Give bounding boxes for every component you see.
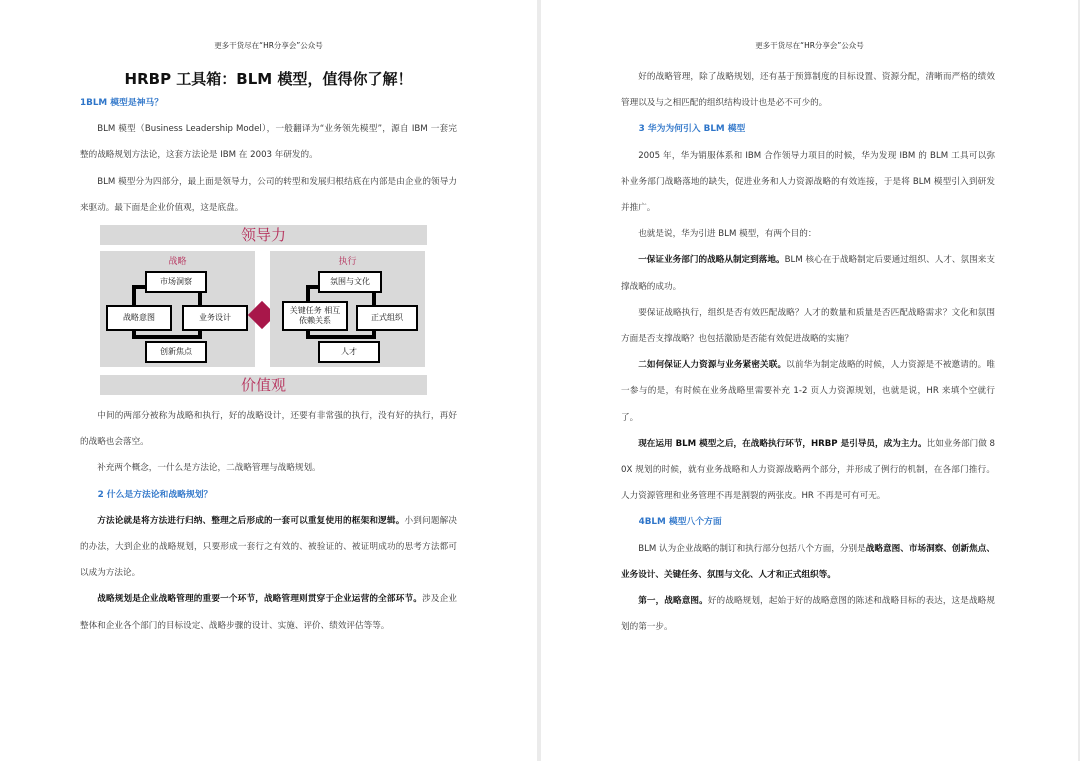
strategy-label: 战略 [168,257,187,268]
values-band: 价值观 [100,375,427,395]
paragraph: 要保证战略执行，组织是否有效匹配战略？人才的数量和质量是否匹配战略需求？文化和氛围方面是否支撑战略？也包括激励是否能有效促进战略的实施？ [621,307,995,345]
paragraph: 2005 年，华为销服体系和 IBM 合作领导力项目的时候，华为发现 IBM 的 BLM 工具可以弥补业务部门战略落地的缺失，促进业务和人力资源战略的有效连接，于是将 BLM 模型引入到研发并推广。 [621,150,995,214]
paragraph [621,247,995,299]
paragraph-text: 好的战略规划，起始于好的战略意图的陈述和战略目标的表达，这是战略规划的第一步。 [621,596,995,633]
bold-text: 方法论就是将方法进行归纳、整理之后形成的一套可以重复使用的框架和逻辑。 [97,515,405,526]
document-page-right [541,0,1078,761]
blm-model-diagram [100,225,427,395]
paragraph [621,431,995,510]
culture-box: 氛围与文化 [318,271,382,293]
paragraph: 好的战略管理，除了战略规划，还有基于预算制度的目标设置、资源分配，清晰而严格的绩效管理以及与之相匹配的组织结构设计也是必不可少的。 [621,72,995,109]
paragraph [621,352,995,431]
paragraph: 也就是说，华为引进 BLM 模型，有两个目的： [638,229,817,240]
bold-text: 第一，战略意图。 [638,596,708,607]
paragraph-text: BLM 认为企业战略的制订和执行部分包括八个方面，分别是 [638,543,866,554]
running-header: 更多干货尽在“HR分享会”公众号 [755,41,864,50]
section-heading-2: 2 什么是方法论和战略规划？ [97,489,213,500]
critical-tasks-box: 关键任务 相互依赖关系 [282,301,348,331]
bold-text: 现在运用 BLM 模型之后，在战略执行环节，HRBP 是引导员，成为主力。 [638,438,927,449]
paragraph [80,586,457,638]
paragraph-text: 小到问题解决的办法，大到企业的战略规划，只要形成一套行之有效的、被验证的、被证明成功的思考方法都可以成为方法论。 [80,515,457,579]
running-header: 更多干货尽在“HR分享会”公众号 [214,41,323,50]
paragraph-text: 涉及企业整体和企业各个部门的目标设定、战略步骤的设计、实施、评价、绩效评估等等。 [80,594,457,631]
paragraph: 中间的两部分被称为战略和执行，好的战略设计，还要有非常强的执行，没有好的执行，再好的战略也会落空。 [80,411,457,448]
section-heading-3: 3 华为为何引入 BLM 模型 [638,124,746,135]
paragraph [80,508,457,587]
execution-panel [270,251,425,367]
strategic-intent-box: 战略意图 [106,305,172,331]
document-title: HRBP 工具箱：BLM 模型，值得你了解！ [124,70,413,88]
paragraph [621,536,995,588]
section-heading-4: 4BLM 模型八个方面 [638,517,722,528]
bold-text: 战略规划是企业战略管理的重要一个环节，战略管理则贯穿于企业运营的全部环节。 [97,594,423,605]
execution-label: 执行 [338,257,357,268]
paragraph [621,588,995,640]
bold-text: 一保证业务部门的战略从制定到落地。 [638,255,785,266]
paragraph-text: BLM 核心在于战略制定后要通过组织、人才、氛围来支撑战略的成功。 [621,255,995,292]
strategy-panel [100,251,255,367]
business-design-box: 业务设计 [182,305,248,331]
formal-organization-box: 正式组织 [356,305,418,331]
bold-text: 二如何保证人力资源与业务紧密关联。 [638,360,787,371]
section-heading-1: 1BLM 模型是神马？ [80,98,164,108]
innovation-focus-box: 创新焦点 [145,341,207,363]
paragraph-text: 比如业务部门做 80X 规划的时候，就有业务战略和人力资源战略两个部分，并形成了例行的机制，在各部门推行。人力资源管理和业务管理不再是割裂的两张皮。HR 不再是可有可无。 [621,438,995,502]
leadership-band: 领导力 [100,225,427,245]
right-page-body [621,64,995,640]
talent-box: 人才 [318,341,380,363]
paragraph: BLM 模型（Business Leadership Model），一般翻译为“业务领先模型”，源自 IBM 一套完整的战略规划方法论，这套方法论是 IBM 在 2003 年研发的。 [80,124,457,161]
bold-text: 战略意图、市场洞察、创新焦点、业务设计、关键任务、氛围与文化、人才和正式组织等。 [621,543,995,580]
document-page-left [0,0,537,761]
paragraph: 补充两个概念，一什么是方法论，二战略管理与战略规划。 [97,463,321,474]
paragraph-text: 以前华为制定战略的时候，人力资源是不被邀请的。唯一参与的是，有时候在业务战略里需要补充 1-2 页人力资源规划，也就是说，HR 来填个空就行了。 [621,360,995,423]
left-page-body [80,90,457,639]
market-insight-box: 市场洞察 [145,271,207,293]
paragraph: BLM 模型分为四部分，最上面是领导力，公司的转型和发展归根结底在内部是由企业的领导力来驱动。最下面是企业价值观，这是底盘。 [80,176,457,213]
